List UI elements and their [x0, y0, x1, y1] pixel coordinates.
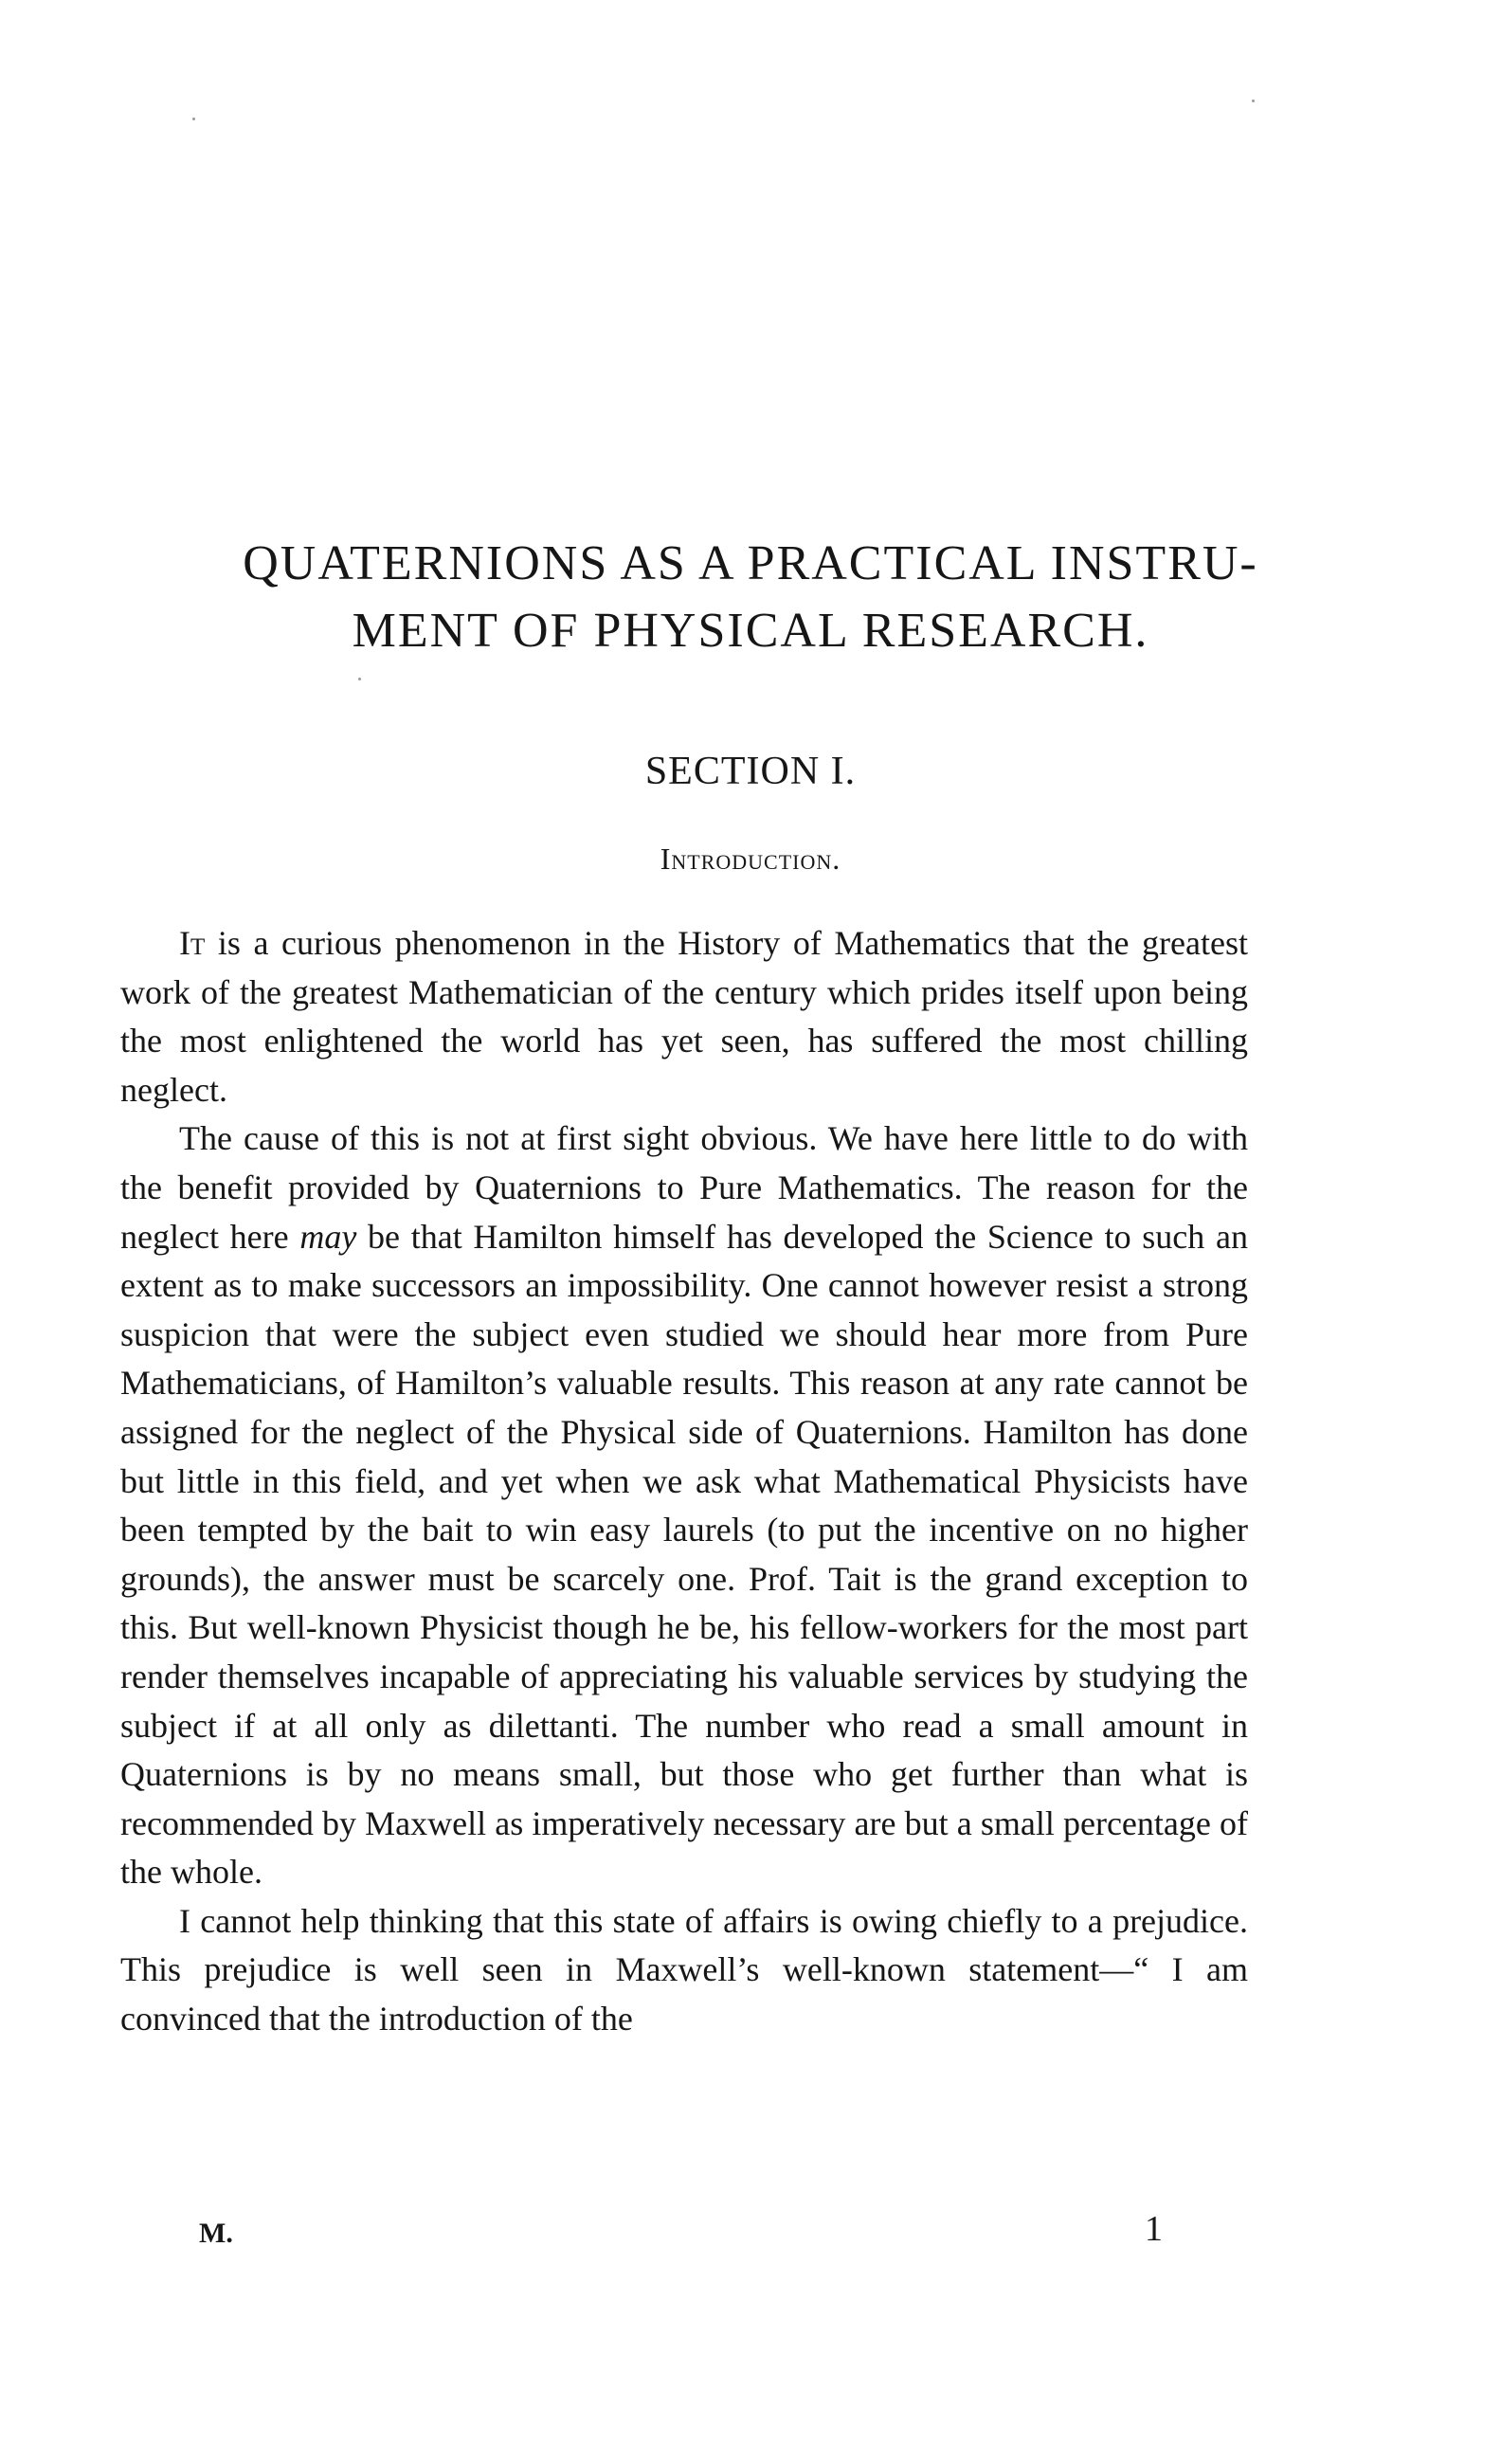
paragraph-3 — [120, 1897, 1248, 2044]
page-number: 1 — [1145, 2209, 1163, 2249]
paragraph-2-text-before: The cause of this is not at first sight obvious. We have here little to do with the benefit provided by Quaternions to Pure Mathematics. The reason for the neglect here — [120, 1119, 1248, 1256]
paragraph-2 — [120, 1114, 1248, 1897]
print-speck — [358, 678, 361, 680]
print-speck — [1252, 100, 1255, 102]
paragraph-3-text: I cannot help thinking that this state of affairs is owing chiefly to a prejudice. This prejudice is well seen in Maxwell’s well-known statement—“ I am convinced that the introduction of the — [120, 1901, 1248, 2038]
body-text — [120, 919, 1248, 2044]
paragraph-1 — [120, 919, 1248, 1114]
page-title-line-2: MENT OF PHYSICAL RESEARCH. — [352, 604, 1149, 658]
paragraph-1-text: is a curious phenomenon in the History of Mathematics that the greatest work of the greatest Mathematician of the century which prides itself upon being the most enlightened the world has yet seen, has suffered the most chilling neglect. — [120, 924, 1248, 1109]
lead-word: It — [179, 924, 206, 962]
section-heading: SECTION I. — [644, 750, 857, 793]
section-subheading: Introduction. — [660, 842, 841, 876]
print-speck — [192, 118, 195, 120]
page-title-line-1: QUATERNIONS AS A PRACTICAL INSTRU- — [243, 536, 1258, 590]
signature-mark: M. — [199, 2218, 233, 2249]
paragraph-2-text-after: be that Hamilton himself has developed the Science to such an extent as to make successors an impossibility. One cannot however resist a strong suspicion that were the subject even studied we should hear more from Pure Mathematicians, of Hamilton’s valuable results. This reason at any rate cannot be assigned for the neglect of the Physical side of Quaternions. Hamilton has done but little in this field, and yet when we ask what Mathematical Physicists have been tempted by the bait to win easy laurels (to put the incentive on no higher grounds), the answer must be scarcely one. Prof. Tait is the grand exception to this. But well-known Physicist though he be, his fellow-workers for the most part render themselves incapable of appreciating his valuable services by studying the subject if at all only as dilettanti. The number who read a small amount in Quaternions is by no means small, but those who get further than what is recommended by Maxwell as imperatively necessary are but a small percentage of the whole. — [120, 1217, 1248, 1892]
emphasis-word: may — [299, 1217, 357, 1256]
